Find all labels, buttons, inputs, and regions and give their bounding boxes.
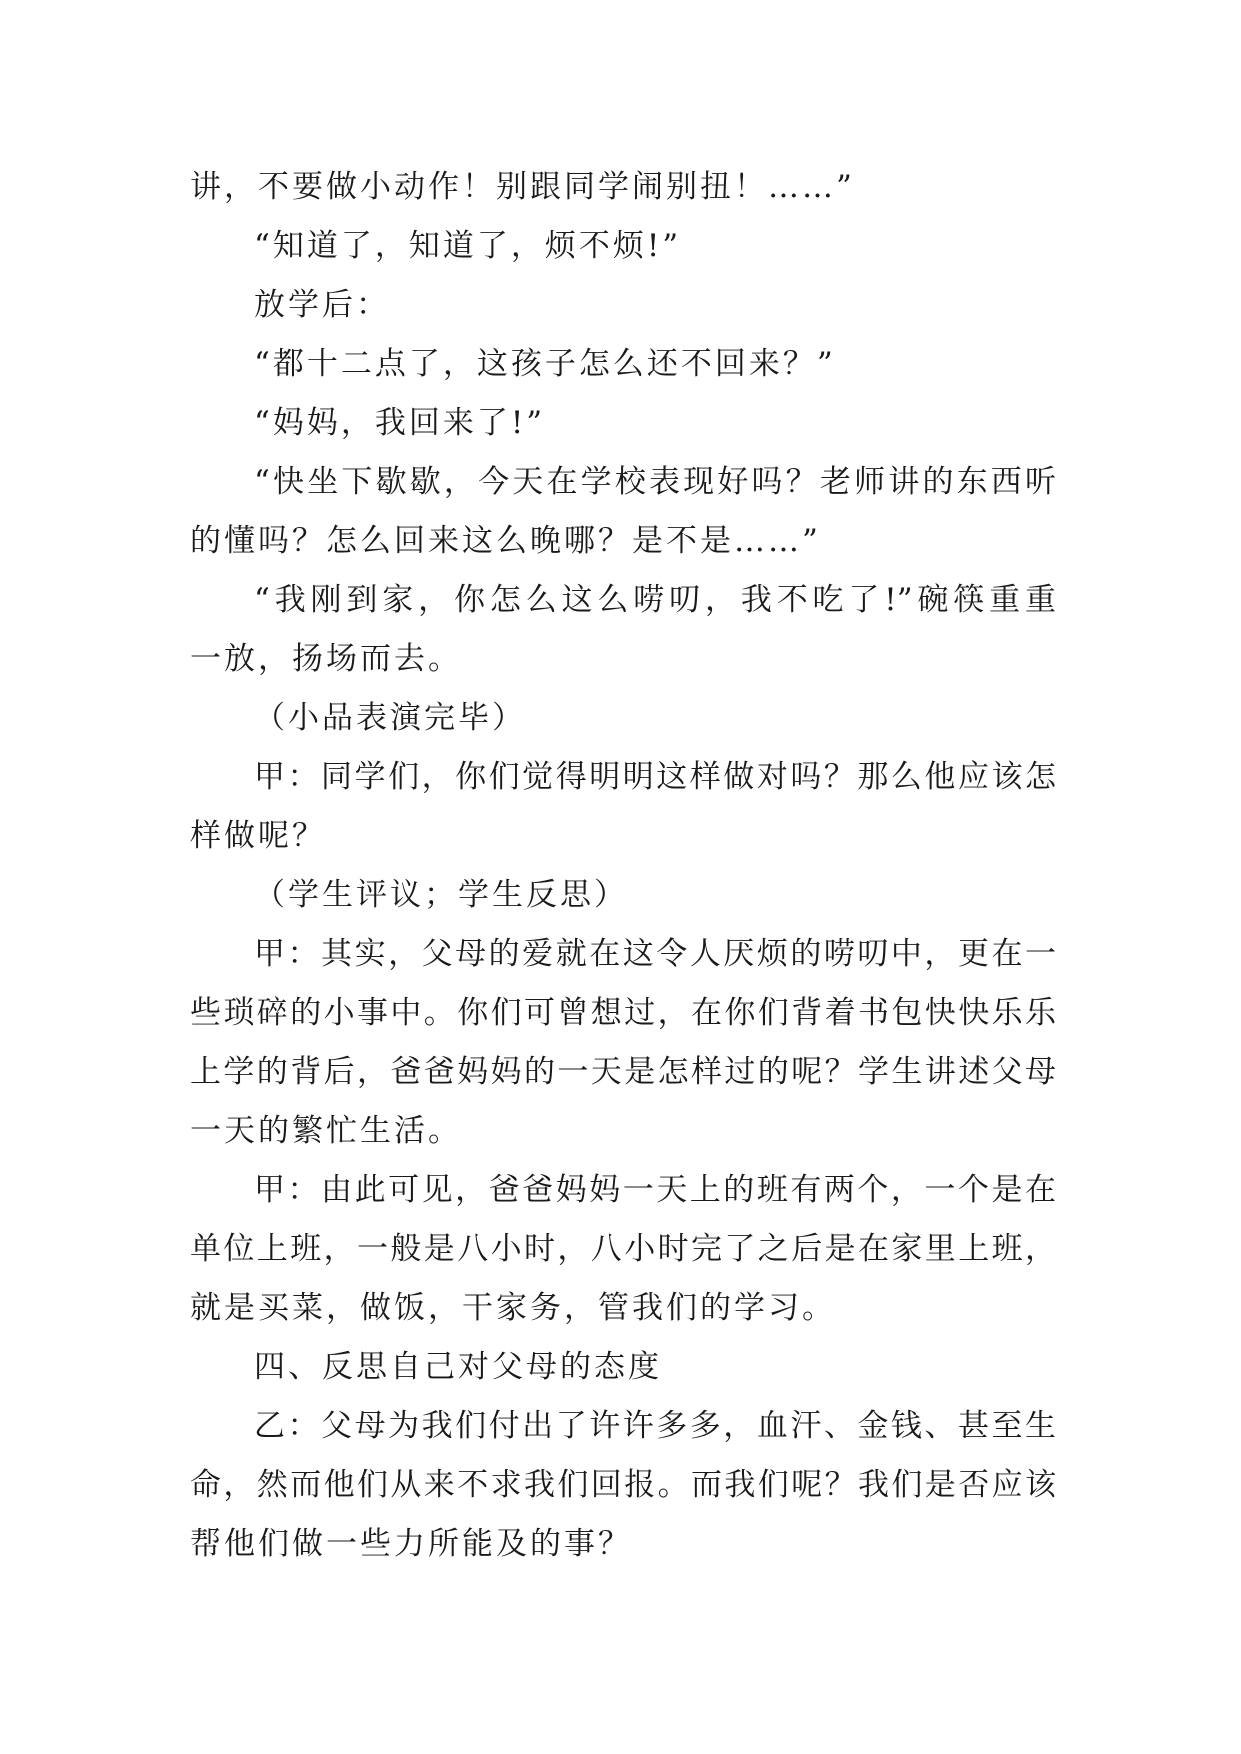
text-line: 样做呢？	[190, 818, 326, 854]
text-line: 帮他们做一些力所能及的事？	[190, 1526, 632, 1562]
text-line: （小品表演完毕）	[254, 700, 526, 736]
text-line: 甲：同学们，你们觉得明明这样做对吗？那么他应该怎	[254, 759, 1056, 795]
text-line: 一天的繁忙生活。	[190, 1113, 462, 1149]
text-line: 甲：由此可见，爸爸妈妈一天上的班有两个，一个是在	[254, 1172, 1056, 1208]
text-line: “都十二点了，这孩子怎么还不回来？”	[254, 346, 836, 382]
text-line: 的懂吗？怎么回来这么晚哪？是不是……”	[190, 523, 821, 559]
section-heading: 四、反思自己对父母的态度	[254, 1349, 662, 1385]
text-line: 放学后：	[254, 287, 390, 323]
text-line: 命，然而他们从来不求我们回报。而我们呢？我们是否应该	[190, 1467, 1056, 1503]
text-line: 单位上班，一般是八小时，八小时完了之后是在家里上班，	[190, 1231, 1056, 1267]
text-line: 讲，不要做小动作！别跟同学闹别扭！……”	[190, 169, 855, 205]
text-line: 些琐碎的小事中。你们可曾想过，在你们背着书包快快乐乐	[190, 995, 1056, 1031]
text-line: “快坐下歇歇，今天在学校表现好吗？老师讲的东西听	[254, 464, 1056, 500]
text-line: “妈妈，我回来了!”	[254, 405, 546, 441]
text-line: （学生评议；学生反思）	[254, 877, 628, 913]
body-text	[190, 158, 1056, 1574]
text-line: 就是买菜，做饭，干家务，管我们的学习。	[190, 1290, 836, 1326]
text-line: 上学的背后，爸爸妈妈的一天是怎样过的呢？学生讲述父母	[190, 1054, 1056, 1090]
text-line: “知道了，知道了，烦不烦!”	[254, 228, 682, 264]
text-line: 一放，扬场而去。	[190, 641, 462, 677]
text-line: “我刚到家，你怎么这么唠叨，我不吃了!”碗筷重重	[254, 582, 1056, 618]
text-line: 甲：其实，父母的爱就在这令人厌烦的唠叨中，更在一	[254, 936, 1056, 972]
text-line: 乙：父母为我们付出了许许多多，血汗、金钱、甚至生	[254, 1408, 1056, 1444]
